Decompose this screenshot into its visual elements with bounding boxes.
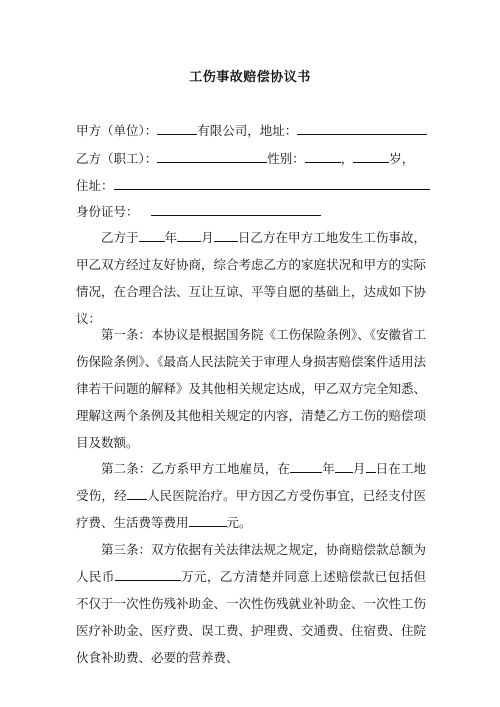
intro-text-1: 乙方于	[101, 230, 139, 245]
party-b-line	[76, 149, 414, 167]
party-a-address-blank[interactable]	[297, 121, 427, 135]
article-2-month-blank[interactable]	[335, 458, 353, 473]
party-a-company-blank[interactable]	[157, 121, 197, 135]
party-b-age-suffix: 岁，	[389, 151, 415, 166]
article-1-paragraph	[76, 321, 426, 456]
intro-year-blank[interactable]	[139, 227, 165, 242]
article-3-text-1: 第三条：双方依据有关法律法规之规定，协商赔偿款总额为人民币	[76, 542, 427, 584]
party-b-label: 乙方（职工）：	[76, 151, 158, 166]
article-2-amount-blank[interactable]	[189, 512, 227, 527]
party-b-gender-blank[interactable]	[305, 149, 341, 163]
party-b-gender-label: 性别：	[267, 151, 305, 166]
intro-text-3: 月	[201, 230, 214, 245]
article-2-text-3: 月	[352, 461, 366, 476]
article-2-day-blank[interactable]	[366, 458, 376, 473]
article-3-text-2: 万元，乙方清楚并同意上述赔偿款已包括但不仅于一次性伤残补助金、一次性伤残就业补助金、一次性工伤医疗补助金、医疗费、误工费、护理费、交通费、住宿费、住院伙食补助费、必要的营养费、	[76, 569, 427, 665]
article-2-text-1: 第二条：乙方系甲方工地雇员，在	[101, 461, 291, 476]
article-2-text-4: 日在工地受伤，经	[76, 461, 426, 503]
address-label: 住址：	[76, 178, 114, 193]
id-number-line	[76, 202, 321, 220]
id-number-blank[interactable]	[151, 202, 321, 216]
address-blank[interactable]	[114, 176, 430, 190]
intro-text-4: 日乙方在甲方工地发生工伤事故，甲乙双方经过友好协商，综合考虑乙方的家庭状况和甲方的实际情况，在合理合法、互让互谅、平等自愿的基础上，达成如下协议：	[76, 230, 427, 326]
intro-text-2: 年	[164, 230, 178, 245]
id-number-label: 身份证号：	[76, 204, 139, 219]
party-b-name-blank[interactable]	[157, 149, 267, 163]
party-b-age-blank[interactable]	[353, 149, 389, 163]
party-a-label: 甲方（单位）：	[76, 123, 158, 138]
intro-paragraph	[76, 224, 426, 332]
article-2-hospital-blank[interactable]	[127, 485, 147, 500]
intro-day-blank[interactable]	[214, 227, 238, 242]
article-2-text-6: 元。	[226, 515, 252, 530]
party-b-sep: ，	[340, 151, 354, 166]
intro-month-blank[interactable]	[177, 227, 201, 242]
article-3-amount-blank[interactable]	[115, 566, 181, 581]
article-1-text: 第一条：本协议是根据国务院《工伤保险条例》、《安徽省工伤保险条例》、《最高人民法院关于审理人身损害赔偿案件适用法律若干问题的解释》及其他相关规定达成，甲乙双方完全知悉、理解这两个条例及其他相关规定的内容，清楚乙方工伤的赔偿项目及数额。	[76, 327, 427, 450]
address-line	[76, 176, 430, 194]
article-2-text-5: 人民医院治疗。甲方因乙方受伤事宜，已经支付医疗费、生活费等费用	[76, 488, 426, 530]
party-a-suffix: 有限公司，地址：	[197, 123, 298, 138]
article-2-text-2: 年	[322, 461, 335, 476]
article-2-paragraph	[76, 455, 426, 536]
party-a-line	[76, 121, 427, 139]
article-2-year-blank[interactable]	[290, 458, 322, 473]
document-title: 工伤事故赔偿协议书	[189, 70, 311, 85]
article-3-paragraph	[76, 536, 426, 671]
